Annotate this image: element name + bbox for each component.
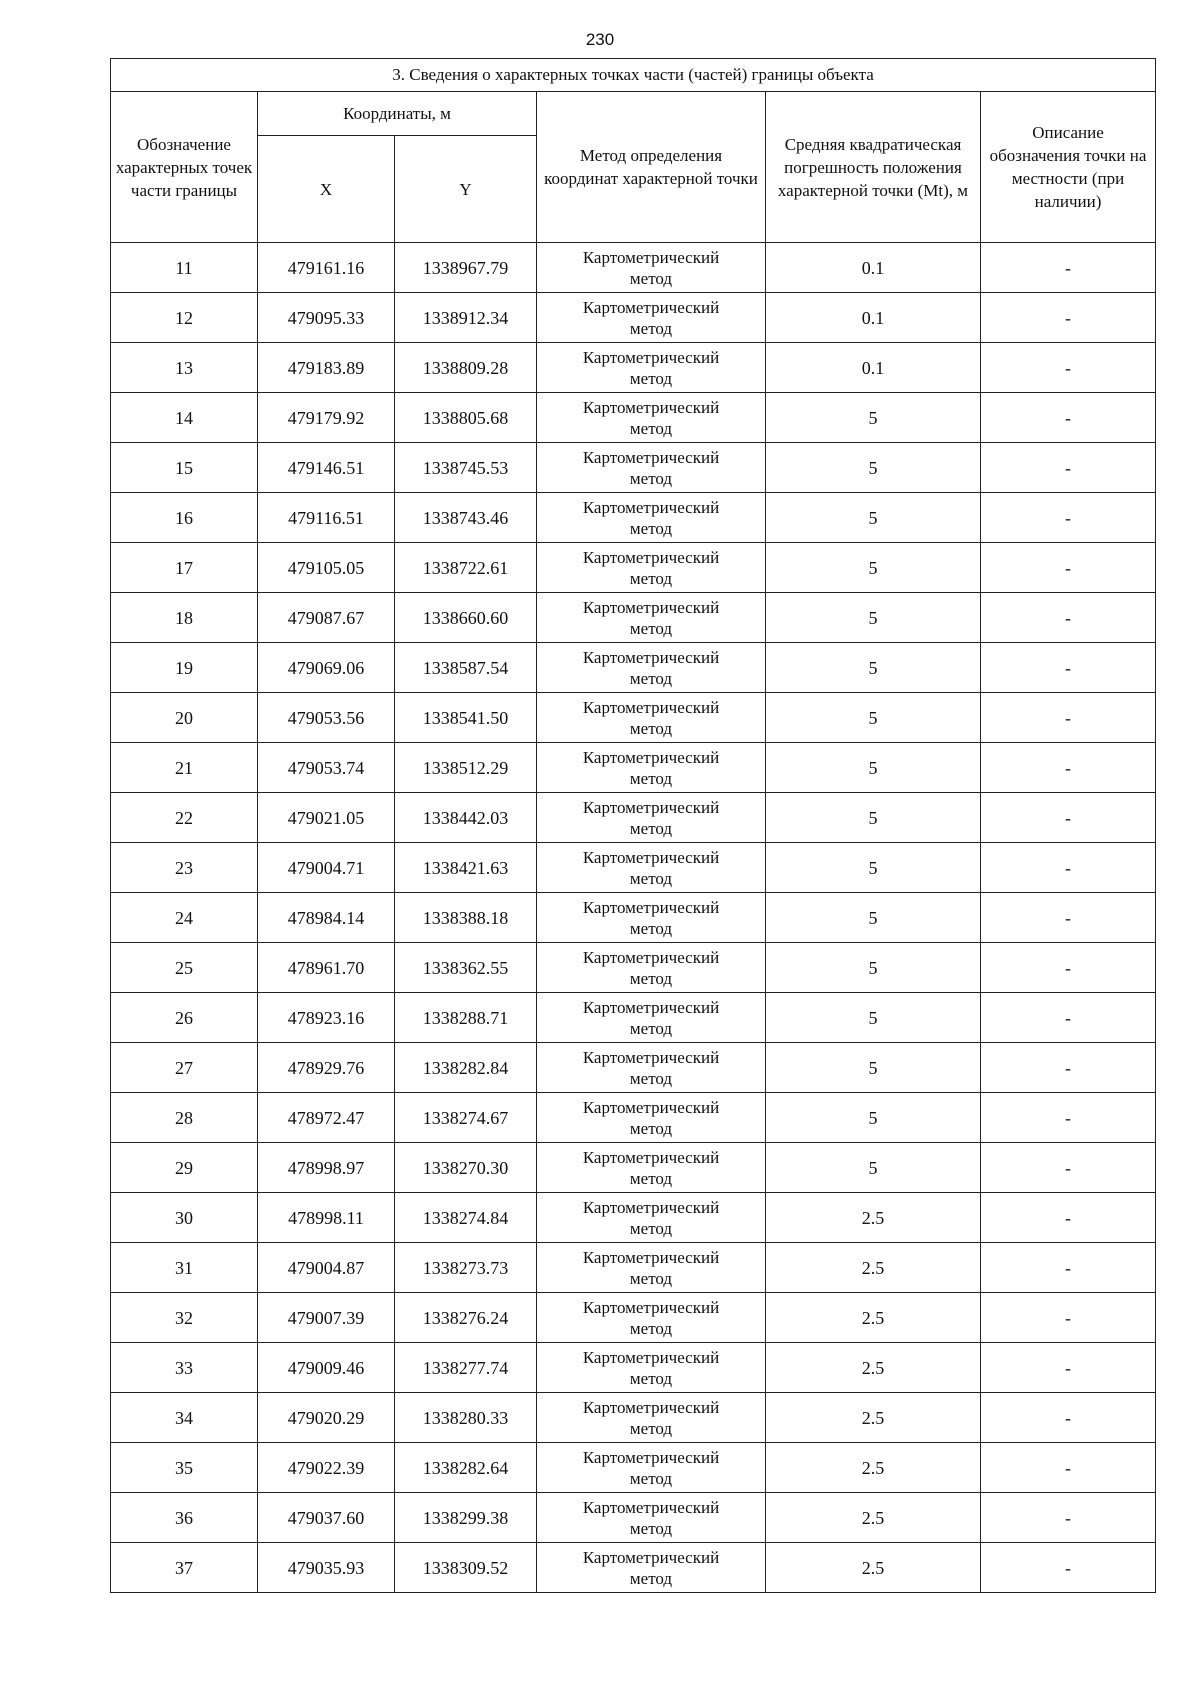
cell-y: 1338276.24 (395, 1293, 537, 1343)
cell-method (537, 393, 766, 443)
cell-error: 2.5 (766, 1393, 981, 1443)
cell-description: - (981, 393, 1156, 443)
cell-point: 12 (111, 293, 258, 343)
cell-method (537, 743, 766, 793)
cell-y: 1338809.28 (395, 343, 537, 393)
cell-x: 479035.93 (258, 1543, 395, 1593)
cell-point: 24 (111, 893, 258, 943)
cell-point: 36 (111, 1493, 258, 1543)
cell-point: 37 (111, 1543, 258, 1593)
method-line-1: Картометрический (582, 797, 720, 817)
cell-y: 1338745.53 (395, 443, 537, 493)
cell-point: 35 (111, 1443, 258, 1493)
cell-y: 1338270.30 (395, 1143, 537, 1193)
method-line-1: Картометрический (582, 1447, 720, 1467)
header-method: Метод определения координат характерной точки (537, 92, 766, 243)
cell-point: 28 (111, 1093, 258, 1143)
method-line-1: Картометрический (582, 397, 720, 417)
method-line-2: метод (629, 668, 673, 688)
cell-y: 1338274.84 (395, 1193, 537, 1243)
cell-method (537, 1193, 766, 1243)
cell-y: 1338743.46 (395, 493, 537, 543)
cell-y: 1338388.18 (395, 893, 537, 943)
cell-x: 479007.39 (258, 1293, 395, 1343)
method-line-2: метод (629, 868, 673, 888)
cell-y: 1338309.52 (395, 1543, 537, 1593)
cell-x: 479161.16 (258, 243, 395, 293)
cell-point: 13 (111, 343, 258, 393)
method-line-1: Картометрический (582, 997, 720, 1017)
table-row (111, 1443, 1156, 1493)
table-row (111, 743, 1156, 793)
cell-description: - (981, 1293, 1156, 1343)
method-line-1: Картометрический (582, 1147, 720, 1167)
table-title-row (111, 59, 1156, 92)
table-row (111, 1393, 1156, 1443)
method-line-2: метод (629, 768, 673, 788)
method-line-2: метод (629, 1018, 673, 1038)
table-row (111, 843, 1156, 893)
cell-method (537, 1043, 766, 1093)
method-line-2: метод (629, 1318, 673, 1338)
method-line-1: Картометрический (582, 947, 720, 967)
header-y: Y (395, 136, 537, 243)
table-row (111, 943, 1156, 993)
cell-error: 5 (766, 643, 981, 693)
cell-description: - (981, 1443, 1156, 1493)
method-line-1: Картометрический (582, 1547, 720, 1567)
cell-y: 1338288.71 (395, 993, 537, 1043)
cell-description: - (981, 293, 1156, 343)
method-line-1: Картометрический (582, 597, 720, 617)
cell-y: 1338280.33 (395, 1393, 537, 1443)
cell-x: 478984.14 (258, 893, 395, 943)
cell-y: 1338967.79 (395, 243, 537, 293)
method-line-2: метод (629, 1468, 673, 1488)
cell-x: 479095.33 (258, 293, 395, 343)
method-line-2: метод (629, 368, 673, 388)
table-row (111, 1243, 1156, 1293)
table-row (111, 693, 1156, 743)
cell-x: 479087.67 (258, 593, 395, 643)
cell-description: - (981, 343, 1156, 393)
cell-y: 1338282.84 (395, 1043, 537, 1093)
cell-x: 479053.56 (258, 693, 395, 743)
cell-x: 479004.71 (258, 843, 395, 893)
cell-x: 478998.97 (258, 1143, 395, 1193)
method-line-2: метод (629, 318, 673, 338)
cell-method (537, 1093, 766, 1143)
cell-point: 15 (111, 443, 258, 493)
cell-description: - (981, 593, 1156, 643)
table-row (111, 793, 1156, 843)
cell-x: 479105.05 (258, 543, 395, 593)
cell-x: 479053.74 (258, 743, 395, 793)
method-line-1: Картометрический (582, 297, 720, 317)
method-line-2: метод (629, 1168, 673, 1188)
cell-y: 1338282.64 (395, 1443, 537, 1493)
cell-x: 478923.16 (258, 993, 395, 1043)
method-line-2: метод (629, 718, 673, 738)
cell-method (537, 1343, 766, 1393)
cell-point: 21 (111, 743, 258, 793)
cell-description: - (981, 1143, 1156, 1193)
cell-x: 479146.51 (258, 443, 395, 493)
table-row (111, 243, 1156, 293)
method-line-1: Картометрический (582, 847, 720, 867)
cell-method (537, 1293, 766, 1343)
cell-method (537, 1493, 766, 1543)
cell-error: 5 (766, 843, 981, 893)
method-line-2: метод (629, 818, 673, 838)
cell-x: 479022.39 (258, 1443, 395, 1493)
method-line-2: метод (629, 1118, 673, 1138)
table-row (111, 593, 1156, 643)
cell-y: 1338541.50 (395, 693, 537, 743)
section-title: 3. Сведения о характерных точках части (частей) границы объекта (111, 59, 1156, 92)
cell-y: 1338273.73 (395, 1243, 537, 1293)
cell-x: 479021.05 (258, 793, 395, 843)
cell-x: 479009.46 (258, 1343, 395, 1393)
cell-error: 5 (766, 893, 981, 943)
cell-x: 478998.11 (258, 1193, 395, 1243)
table-row (111, 893, 1156, 943)
cell-error: 5 (766, 543, 981, 593)
table-row (111, 643, 1156, 693)
table-row (111, 1093, 1156, 1143)
cell-description: - (981, 1243, 1156, 1293)
cell-point: 16 (111, 493, 258, 543)
cell-y: 1338805.68 (395, 393, 537, 443)
cell-description: - (981, 1343, 1156, 1393)
table-row (111, 1543, 1156, 1593)
cell-description: - (981, 743, 1156, 793)
cell-method (537, 993, 766, 1043)
method-line-1: Картометрический (582, 247, 720, 267)
cell-error: 5 (766, 593, 981, 643)
method-line-1: Картометрический (582, 1497, 720, 1517)
cell-error: 5 (766, 743, 981, 793)
cell-description: - (981, 943, 1156, 993)
cell-point: 18 (111, 593, 258, 643)
table-body (111, 243, 1156, 1593)
table-row (111, 293, 1156, 343)
header-point: Обозначение характерных точек части границы (111, 92, 258, 243)
method-line-1: Картометрический (582, 1397, 720, 1417)
cell-point: 23 (111, 843, 258, 893)
cell-description: - (981, 843, 1156, 893)
cell-description: - (981, 1093, 1156, 1143)
cell-x: 479020.29 (258, 1393, 395, 1443)
cell-x: 479179.92 (258, 393, 395, 443)
method-line-2: метод (629, 968, 673, 988)
cell-error: 5 (766, 1043, 981, 1093)
cell-point: 31 (111, 1243, 258, 1293)
cell-description: - (981, 693, 1156, 743)
method-line-2: метод (629, 1418, 673, 1438)
cell-method (537, 493, 766, 543)
header-coordinates: Координаты, м (258, 92, 537, 136)
cell-description: - (981, 643, 1156, 693)
cell-description: - (981, 1043, 1156, 1093)
cell-y: 1338442.03 (395, 793, 537, 843)
cell-point: 30 (111, 1193, 258, 1243)
page-number: 230 (585, 30, 615, 49)
method-line-2: метод (629, 568, 673, 588)
method-line-1: Картометрический (582, 447, 720, 467)
cell-y: 1338277.74 (395, 1343, 537, 1393)
table-row (111, 493, 1156, 543)
cell-y: 1338362.55 (395, 943, 537, 993)
cell-method (537, 793, 766, 843)
cell-method (537, 543, 766, 593)
cell-method (537, 593, 766, 643)
method-line-1: Картометрический (582, 897, 720, 917)
cell-point: 14 (111, 393, 258, 443)
method-line-1: Картометрический (582, 1247, 720, 1267)
method-line-1: Картометрический (582, 1347, 720, 1367)
method-line-1: Картометрический (582, 1297, 720, 1317)
method-line-2: метод (629, 918, 673, 938)
cell-error: 2.5 (766, 1293, 981, 1343)
cell-point: 29 (111, 1143, 258, 1193)
cell-y: 1338512.29 (395, 743, 537, 793)
cell-error: 5 (766, 393, 981, 443)
boundary-points-table (110, 58, 1156, 1593)
cell-point: 34 (111, 1393, 258, 1443)
method-line-1: Картометрический (582, 697, 720, 717)
table-row (111, 1293, 1156, 1343)
cell-point: 26 (111, 993, 258, 1043)
cell-description: - (981, 443, 1156, 493)
table-row (111, 1143, 1156, 1193)
cell-x: 479069.06 (258, 643, 395, 693)
cell-error: 2.5 (766, 1343, 981, 1393)
cell-description: - (981, 243, 1156, 293)
cell-error: 5 (766, 1143, 981, 1193)
cell-x: 479004.87 (258, 1243, 395, 1293)
cell-method (537, 843, 766, 893)
cell-y: 1338660.60 (395, 593, 537, 643)
method-line-2: метод (629, 268, 673, 288)
header-row-1 (111, 92, 1156, 136)
method-line-2: метод (629, 1068, 673, 1088)
cell-point: 17 (111, 543, 258, 593)
cell-description: - (981, 893, 1156, 943)
table-row (111, 1343, 1156, 1393)
cell-point: 22 (111, 793, 258, 843)
method-line-2: метод (629, 1368, 673, 1388)
cell-method (537, 643, 766, 693)
method-line-1: Картометрический (582, 347, 720, 367)
cell-error: 2.5 (766, 1193, 981, 1243)
cell-point: 25 (111, 943, 258, 993)
method-line-1: Картометрический (582, 547, 720, 567)
cell-error: 5 (766, 943, 981, 993)
cell-error: 2.5 (766, 1543, 981, 1593)
cell-error: 2.5 (766, 1243, 981, 1293)
cell-y: 1338421.63 (395, 843, 537, 893)
cell-error: 5 (766, 443, 981, 493)
cell-method (537, 1543, 766, 1593)
cell-method (537, 1143, 766, 1193)
cell-y: 1338299.38 (395, 1493, 537, 1543)
cell-description: - (981, 1493, 1156, 1543)
cell-y: 1338274.67 (395, 1093, 537, 1143)
table-row (111, 393, 1156, 443)
cell-method (537, 1443, 766, 1493)
cell-description: - (981, 543, 1156, 593)
cell-method (537, 943, 766, 993)
cell-error: 2.5 (766, 1493, 981, 1543)
method-line-2: метод (629, 1568, 673, 1588)
cell-y: 1338912.34 (395, 293, 537, 343)
cell-method (537, 343, 766, 393)
cell-method (537, 443, 766, 493)
table-row (111, 343, 1156, 393)
cell-x: 478929.76 (258, 1043, 395, 1093)
cell-error: 5 (766, 993, 981, 1043)
cell-point: 11 (111, 243, 258, 293)
method-line-2: метод (629, 618, 673, 638)
cell-error: 5 (766, 1093, 981, 1143)
cell-method (537, 293, 766, 343)
cell-error: 0.1 (766, 243, 981, 293)
cell-description: - (981, 793, 1156, 843)
cell-x: 478961.70 (258, 943, 395, 993)
cell-method (537, 893, 766, 943)
table-row (111, 1493, 1156, 1543)
cell-x: 479037.60 (258, 1493, 395, 1543)
table-row (111, 443, 1156, 493)
cell-method (537, 1243, 766, 1293)
cell-point: 27 (111, 1043, 258, 1093)
cell-description: - (981, 493, 1156, 543)
cell-description: - (981, 1393, 1156, 1443)
cell-x: 479183.89 (258, 343, 395, 393)
table-row (111, 543, 1156, 593)
cell-error: 5 (766, 493, 981, 543)
cell-x: 478972.47 (258, 1093, 395, 1143)
method-line-2: метод (629, 418, 673, 438)
cell-point: 20 (111, 693, 258, 743)
cell-y: 1338587.54 (395, 643, 537, 693)
cell-point: 19 (111, 643, 258, 693)
cell-description: - (981, 1193, 1156, 1243)
method-line-1: Картометрический (582, 1047, 720, 1067)
cell-method (537, 1393, 766, 1443)
cell-x: 479116.51 (258, 493, 395, 543)
cell-y: 1338722.61 (395, 543, 537, 593)
method-line-2: метод (629, 1218, 673, 1238)
method-line-2: метод (629, 1268, 673, 1288)
cell-method (537, 243, 766, 293)
method-line-2: метод (629, 518, 673, 538)
method-line-1: Картометрический (582, 647, 720, 667)
cell-description: - (981, 993, 1156, 1043)
cell-point: 33 (111, 1343, 258, 1393)
method-line-1: Картометрический (582, 747, 720, 767)
method-line-1: Картометрический (582, 1097, 720, 1117)
cell-error: 0.1 (766, 343, 981, 393)
method-line-1: Картометрический (582, 1197, 720, 1217)
header-x: X (258, 136, 395, 243)
table-row (111, 993, 1156, 1043)
cell-error: 2.5 (766, 1443, 981, 1493)
header-error: Средняя квадратическая погрешность положения характерной точки (Mt), м (766, 92, 981, 243)
cell-error: 5 (766, 693, 981, 743)
method-line-2: метод (629, 1518, 673, 1538)
cell-error: 5 (766, 793, 981, 843)
cell-method (537, 693, 766, 743)
cell-description: - (981, 1543, 1156, 1593)
cell-error: 0.1 (766, 293, 981, 343)
header-description: Описание обозначения точки на местности (при наличии) (981, 92, 1156, 243)
method-line-2: метод (629, 468, 673, 488)
table-row (111, 1193, 1156, 1243)
table-row (111, 1043, 1156, 1093)
cell-point: 32 (111, 1293, 258, 1343)
method-line-1: Картометрический (582, 497, 720, 517)
